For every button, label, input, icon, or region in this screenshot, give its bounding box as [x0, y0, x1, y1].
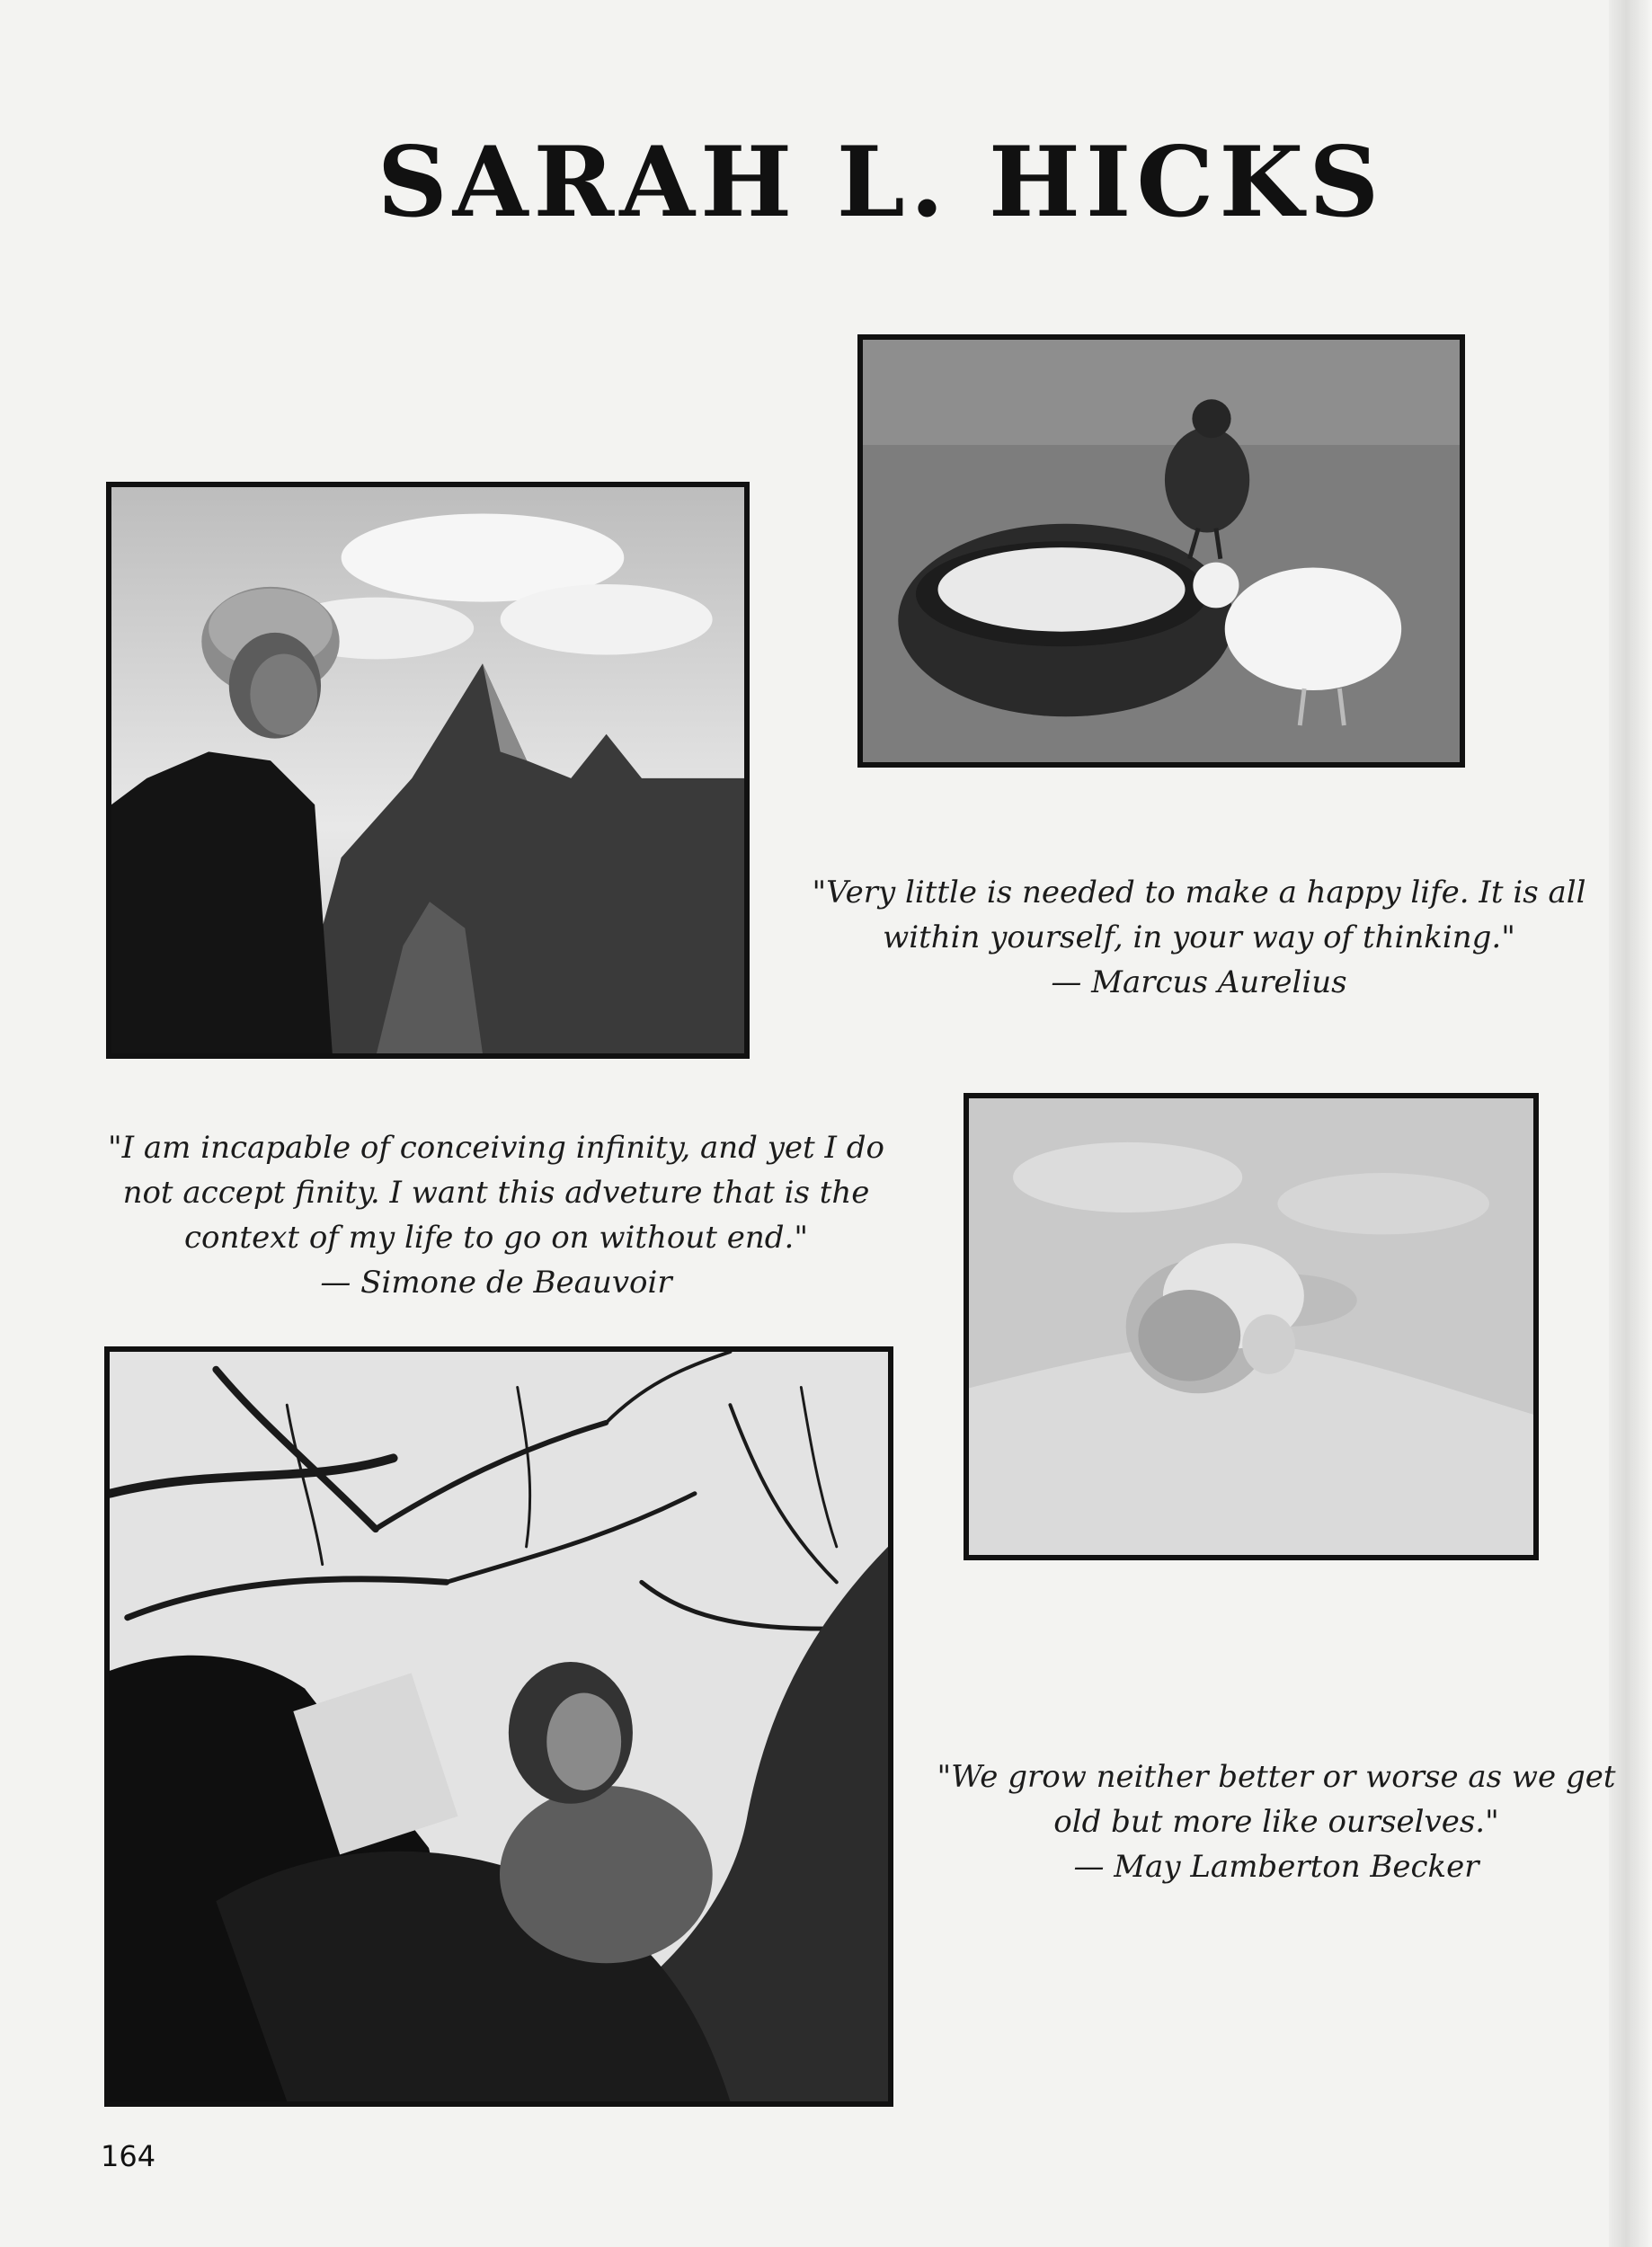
quote-author: — Simone de Beauvoir: [320, 1265, 672, 1301]
quote-text: "We grow neither better or worse as we get old but more like ourselves.": [937, 1759, 1616, 1840]
page-edge-shadow: [1609, 0, 1652, 2247]
chickens-photo: [857, 334, 1465, 768]
child-in-sand-photo: [964, 1093, 1539, 1560]
quote-marcus-aurelius: [782, 870, 1616, 1005]
quote-text: "I am incapable of conceiving infinity, and yet I do not accept finity. I want this adveture that is the context of my life to go on without end.": [108, 1130, 884, 1256]
page-title: SARAH L. HICKS: [377, 126, 1385, 239]
quote-text: "Very little is needed to make a happy life. It is all within yourself, in your way of thinking.": [812, 875, 1586, 955]
quote-author: — Marcus Aurelius: [1051, 964, 1347, 1000]
girl-in-tree-photo: [104, 1346, 893, 2107]
quote-may-lamberton-becker: [926, 1754, 1627, 1889]
quote-author: — May Lamberton Becker: [1073, 1849, 1479, 1885]
quote-simone-de-beauvoir: [101, 1125, 892, 1305]
mountain-climber-photo: [106, 482, 750, 1059]
page-number: 164: [101, 2139, 156, 2173]
